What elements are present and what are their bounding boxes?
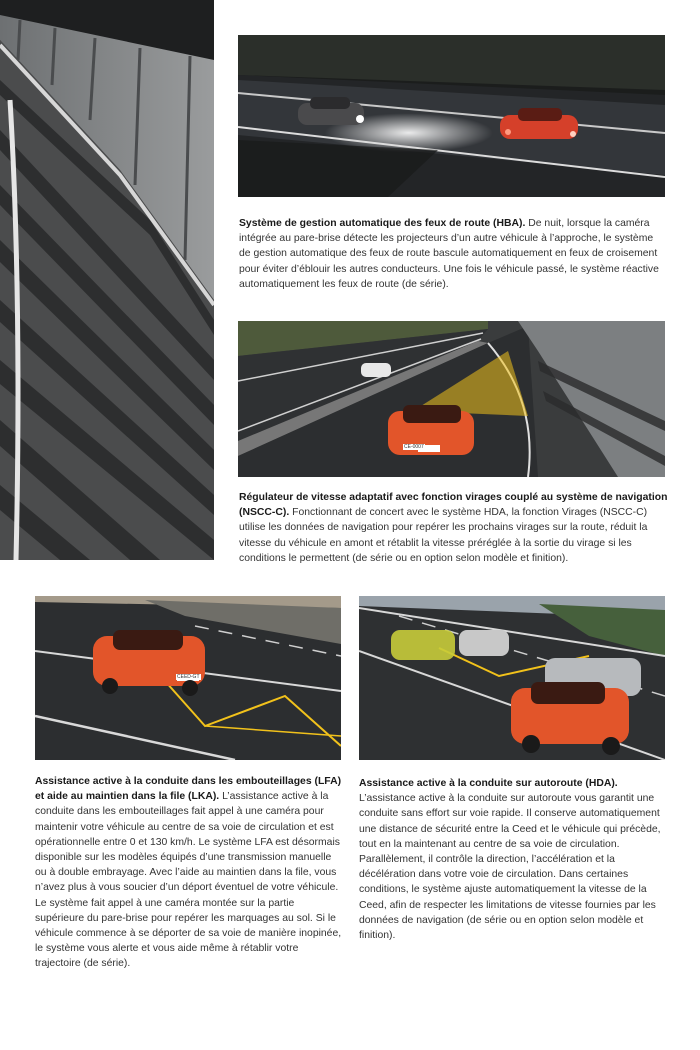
lfa-description	[35, 774, 345, 972]
hba-body: De nuit, lorsque la caméra intégrée au pare-brise détecte les projecteurs d’un autre véhicule à l’approche, le système de gestion automatique des feux de route bascule automatiquement en feux de croisement pour éviter d’éblouir les autres conducteurs. Une fois le véhicule passé, le système réactive automatiquement les feux de route (de série).	[239, 218, 659, 290]
nscc-highway-curve-photo	[238, 321, 665, 477]
hda-highway-photo	[359, 596, 665, 760]
tunnel-car-plate: CE-0007	[404, 444, 424, 450]
nscc-description	[239, 490, 669, 566]
orange-car-plate: CEED-GT	[177, 674, 200, 680]
nscc-title: Régulateur de vitesse adaptatif avec fonction virages couplé au système de navigation (NSCC-C).	[239, 492, 668, 519]
lfa-body: L’assistance active à la conduite dans les embouteillages fait appel à une caméra pour maintenir votre véhicule au centre de sa voie de circulation et est opérationnelle entre 0 et 130 km/h. Le système LFA est désormais disponible sur les modèles équipés d’une transmission manuelle ou à double embrayage. Avec l’aide au maintien dans la file, vous n’avez plus à vous soucier d’un déport éventuel de votre véhicule. Le système fait appel à une caméra montée sur la partie supérieure du pare-brise pour repérer les marquages au sol. Si le véhicule commence à se déporter de sa voie de manière inopinée, le système vous alerte et vous aide même à rétablir votre trajectoire (de série).	[35, 791, 342, 970]
nscc-body: Fonctionnant de concert avec le système HDA, la fonction Virages (NSCC-C) utilise les données de navigation pour repérer les prochains virages sur la route, réduit la vitesse du véhicule en amont et rétablit la vitesse préréglée à la sortie du virage si les conditions le permettent (de série ou en option selon modèle et finition).	[239, 507, 648, 564]
hba-title: Système de gestion automatique des feux de route (HBA).	[239, 218, 529, 229]
hba-description	[239, 216, 667, 292]
hda-body: L’assistance active à la conduite sur autoroute vous garantit une conduite sans effort sur voie rapide. Il conserve automatiquement une distance de sécurité entre la Ceed et le véhicule qui précède, tout en la maintenant au centre de sa voie de circulation. Parallèlement, il contrôle la direction, l’accélération et la décélération dans votre voie de circulation. Dans certaines conditions, le système ajuste automatiquement la vitesse de la Ceed, afin de respecter les limitations de vitesse fournies par les données de navigation (de série ou en option selon modèle et finition).	[359, 793, 661, 942]
hda-title: Assistance active à la conduite sur autoroute (HDA).	[359, 778, 618, 789]
lfa-title: Assistance active à la conduite dans les embouteillages (LFA) et aide au maintien dans la file (LKA).	[35, 776, 342, 803]
hda-description	[359, 776, 669, 943]
hba-night-road-photo	[238, 35, 665, 197]
tunnel-road-photo	[0, 0, 214, 560]
